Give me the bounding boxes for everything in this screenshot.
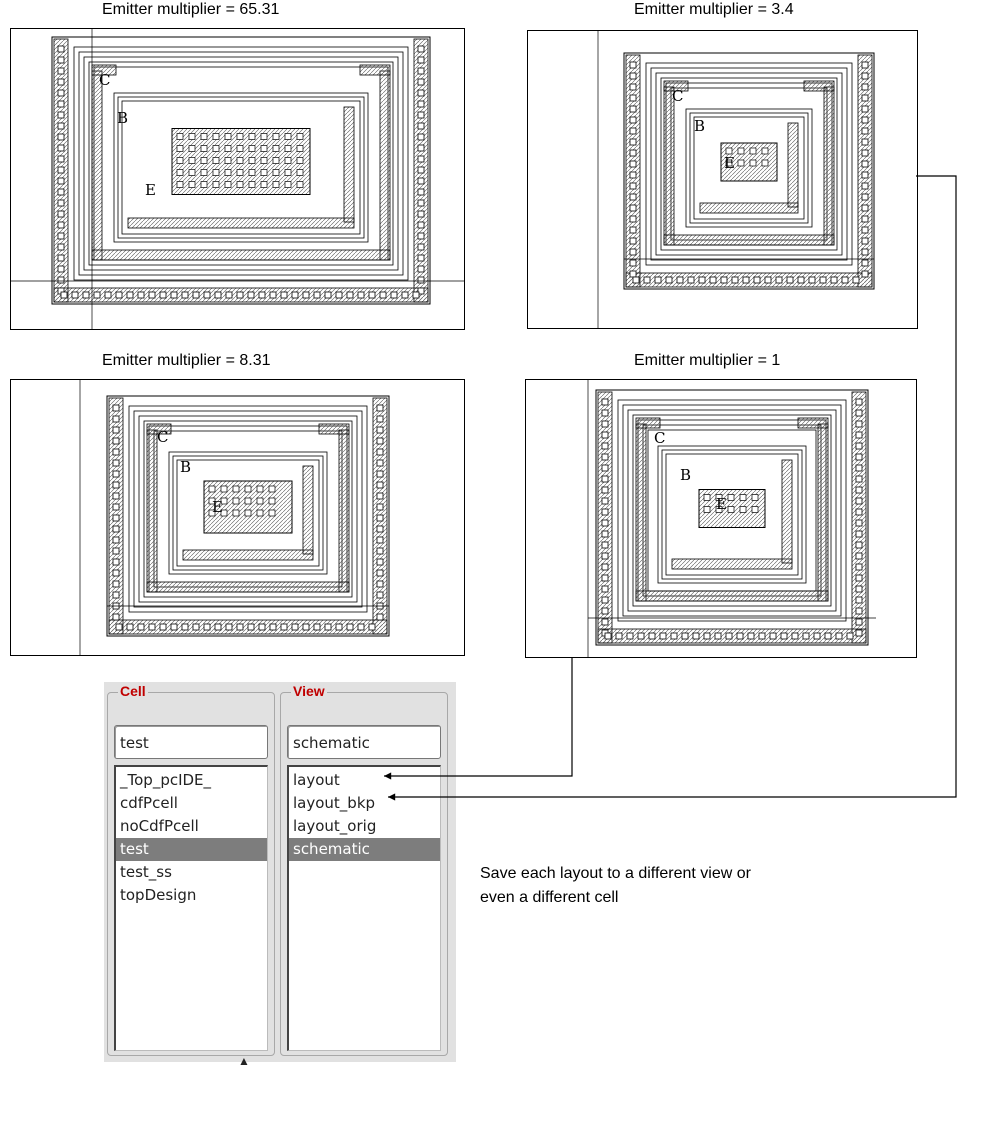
view-list[interactable] — [287, 765, 441, 1051]
layout-drawing-1 — [526, 380, 916, 657]
layout-drawing-8-31 — [11, 380, 464, 655]
cell-list-item[interactable]: noCdfPcell — [120, 817, 199, 835]
base-label: B — [117, 109, 129, 127]
cell-list-item[interactable]: topDesign — [120, 886, 197, 904]
save-note-line-2: even a different cell — [480, 889, 619, 906]
cell-title: Cell — [120, 683, 146, 699]
cell-group — [107, 683, 275, 1056]
base-label: B — [180, 458, 192, 476]
cell-input[interactable]: test — [114, 725, 268, 759]
emitter-label: E — [724, 154, 735, 172]
layout-drawing-65-31 — [11, 29, 464, 329]
collector-label: C — [157, 428, 169, 446]
mouse-pointer-icon: ▲ — [238, 1054, 250, 1068]
caption-emitter-multiplier-8-31: Emitter multiplier = 8.31 — [102, 352, 271, 369]
view-list-item-schematic[interactable]: schematic — [289, 838, 440, 861]
layout-panel-3-4 — [527, 30, 918, 329]
library-browser — [104, 682, 456, 1062]
emitter-label: E — [212, 498, 223, 516]
transistor-layout — [624, 53, 874, 289]
layout-panel-8-31 — [10, 379, 465, 656]
collector-label: C — [654, 429, 666, 447]
layout-panel-65-31 — [10, 28, 465, 330]
emitter-label: E — [145, 181, 156, 199]
cell-list-item[interactable]: cdfPcell — [120, 794, 178, 812]
view-list-item-layout-orig[interactable]: layout_orig — [293, 817, 377, 835]
cell-list-item[interactable]: _Top_pcIDE_ — [120, 771, 212, 789]
save-note — [480, 862, 751, 910]
view-input[interactable]: schematic — [287, 725, 441, 759]
layout-panel-1 — [525, 379, 917, 658]
caption-emitter-multiplier-1: Emitter multiplier = 1 — [634, 352, 781, 369]
cell-list-item-selected[interactable]: test — [116, 838, 267, 861]
caption-emitter-multiplier-65-31: Emitter multiplier = 65.31 — [102, 1, 280, 18]
cell-list-item[interactable]: test_ss — [120, 863, 172, 881]
caption-emitter-multiplier-3-4: Emitter multiplier = 3.4 — [634, 1, 794, 18]
transistor-layout — [596, 390, 868, 645]
transistor-layout — [107, 396, 389, 636]
base-label: B — [694, 117, 706, 135]
view-group — [280, 683, 448, 1056]
save-note-line-1: Save each layout to a different view or — [480, 865, 751, 882]
collector-label: C — [672, 87, 684, 105]
cell-list[interactable] — [114, 765, 268, 1051]
layout-drawing-3-4 — [528, 31, 917, 328]
view-list-item-layout[interactable]: layout — [293, 771, 340, 789]
base-label: B — [680, 466, 692, 484]
view-list-item-layout-bkp[interactable]: layout_bkp — [293, 794, 376, 812]
view-title: View — [293, 683, 325, 699]
collector-label: C — [99, 71, 111, 89]
emitter-label: E — [716, 495, 727, 513]
